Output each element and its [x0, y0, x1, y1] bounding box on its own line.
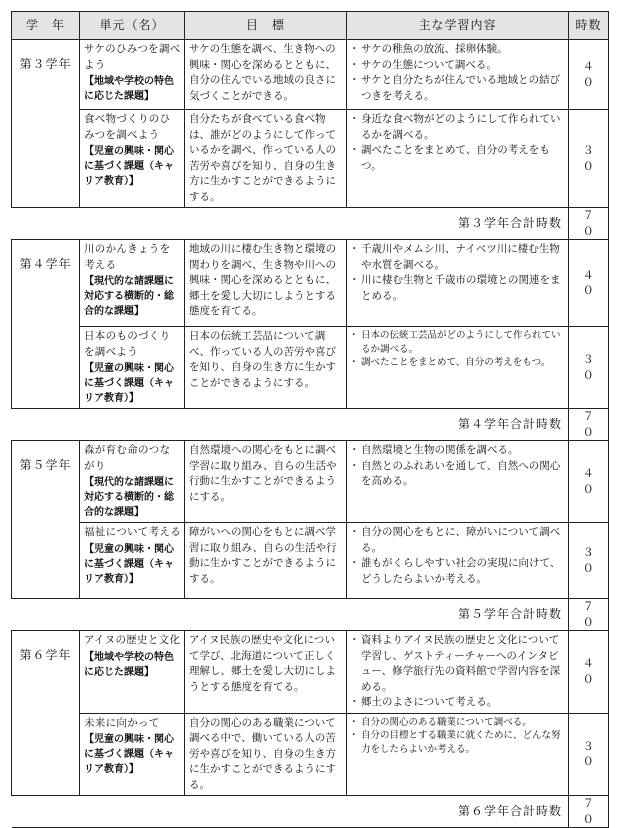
- unit-row: [12, 110, 609, 208]
- total-hours: ７０: [569, 208, 609, 240]
- unit-hours: ３０: [569, 713, 609, 796]
- unit-row: [12, 40, 609, 110]
- content-item: ・ 自分の関心をもとに、障がいについて調べる。: [351, 525, 565, 556]
- content-list: [351, 443, 565, 490]
- content-item: ・ 資料よりアイヌ民族の歴史と文化について学習し、ゲストティーチャーへのインタビュー、修学旅行先の資料館で学習内容を深める。: [351, 633, 565, 695]
- content-item: ・ 調べたことをまとめて、自分の考えをもつ。: [351, 143, 565, 174]
- unit-title: 未来に向かって: [84, 716, 160, 729]
- unit-tag: 【児童の興味・関心に基づく課題（キャリア教育）】: [84, 543, 174, 585]
- unit-tag: 【児童の興味・関心に基づく課題（キャリア教育）】: [84, 363, 174, 404]
- curriculum-table: [11, 11, 609, 828]
- content-item: ・ 身近な食べ物がどのようにして作られているかを調べる。: [351, 112, 565, 143]
- total-label: 第５学年合計時数: [12, 599, 569, 631]
- total-row: [12, 796, 609, 828]
- goal-cell: サケの生態を調べ、生き物への興味・関心を深めるとともに、自分の住んでいる地域の良さに気づくことができる。: [185, 40, 347, 110]
- content-cell: [347, 523, 569, 599]
- content-item: ・ 自分の目標とする職業に就くために、どんな努力をしたらよいか考える。: [351, 729, 565, 756]
- content-list: [351, 112, 565, 174]
- content-item: ・ サケと自分たちが住んでいる地域との結びつきを考える。: [351, 73, 565, 104]
- unit-row: [12, 441, 609, 523]
- unit-tag: 【現代的な諸課題に対応する横断的・総合的な課題】: [84, 276, 174, 317]
- total-hours: ７０: [569, 599, 609, 631]
- unit-hours: ４０: [569, 441, 609, 523]
- unit-title: アイヌの歴史と文化: [84, 634, 181, 646]
- unit-hours: ４０: [569, 240, 609, 327]
- unit-title: 日本のものづくりを調べよう: [84, 330, 171, 358]
- unit-tag: 【地域や学校の特色に応じた課題】: [84, 76, 174, 102]
- unit-cell: [80, 713, 185, 796]
- unit-cell: [80, 110, 185, 208]
- goal-cell: 自分の関心のある職業について調べる中で、働いている人の苦労や喜びを知り、自身の生き方に生かすことができるようにする。: [185, 713, 347, 796]
- header-grade: 学 年: [12, 12, 80, 40]
- content-cell: [347, 441, 569, 523]
- content-list: [351, 525, 565, 587]
- header-unit: 単元（名）: [80, 12, 185, 40]
- goal-cell: 自分たちが食べている食べ物は、誰がどのようにして作っているかを調べ、作っている人の苦労や喜びを知り、自身の生き方に生かすことができるようにする。: [185, 110, 347, 208]
- content-item: ・ 誰もがくらしやすい社会の実現に向けて、どうしたらよいか考える。: [351, 556, 565, 587]
- header-content: 主な学習内容: [347, 12, 569, 40]
- unit-hours: ３０: [569, 523, 609, 599]
- unit-title: 福祉について考える: [84, 526, 181, 538]
- grade-label: 第６学年: [12, 631, 80, 796]
- grade-label: 第５学年: [12, 441, 80, 599]
- goal-cell: アイヌ民族の歴史や文化について学び、北海道について正しく理解し、郷土を愛し大切にしようとする態度を育てる。: [185, 631, 347, 714]
- content-cell: [347, 713, 569, 796]
- unit-hours: ４０: [569, 40, 609, 110]
- unit-hours: ３０: [569, 110, 609, 208]
- content-cell: [347, 110, 569, 208]
- unit-cell: [80, 240, 185, 327]
- content-item: ・ 千歳川やメムシ川、ナイベツ川に棲む生物や水質を調べる。: [351, 242, 565, 273]
- content-item: ・ 自然とのふれあいを通して、自然への関心を高める。: [351, 459, 565, 490]
- unit-cell: [80, 40, 185, 110]
- content-list: [351, 42, 565, 104]
- content-cell: [347, 631, 569, 714]
- content-cell: [347, 40, 569, 110]
- total-hours: ７０: [569, 796, 609, 828]
- total-hours: ７０: [569, 409, 609, 441]
- content-item: ・ サケの生態について調べる。: [351, 58, 565, 74]
- header-hours: 時数: [569, 12, 609, 40]
- content-cell: [347, 327, 569, 409]
- content-list: [351, 329, 565, 370]
- total-row: [12, 409, 609, 441]
- unit-row: [12, 523, 609, 599]
- unit-title: 川のかんきょうを考える: [84, 243, 171, 271]
- unit-row: [12, 240, 609, 327]
- content-list: [351, 633, 565, 711]
- content-item: ・ 自分の関心のある職業について調べる。: [351, 716, 565, 730]
- unit-row: [12, 327, 609, 409]
- total-row: [12, 208, 609, 240]
- goal-cell: 地域の川に棲む生き物と環境の関わりを調べ、生き物や川への興味・関心を深めるとともに、郷土を愛し大切にしようとする態度を育てる。: [185, 240, 347, 327]
- unit-cell: [80, 441, 185, 523]
- content-item: ・ 調べたことをまとめて、自分の考えをもつ。: [351, 356, 565, 370]
- header-row: [12, 12, 609, 40]
- grade-label: 第３学年: [12, 40, 80, 208]
- total-label: 第６学年合計時数: [12, 796, 569, 828]
- unit-cell: [80, 327, 185, 409]
- content-item: ・ 日本の伝統工芸品がどのようにして作られているか調べる。: [351, 329, 565, 356]
- content-item: ・ 川に棲む生物と千歳市の環境との関連をまとめる。: [351, 273, 565, 304]
- goal-cell: 日本の伝統工芸品について調べ、作っている人の苦労や喜びを知り、自身の生き方に生かすことができるようにする。: [185, 327, 347, 409]
- total-label: 第４学年合計時数: [12, 409, 569, 441]
- content-item: ・ 自然環境と生物の関係を調べる。: [351, 443, 565, 459]
- unit-title: 食べ物づくりのひみつを調べよう: [84, 113, 171, 141]
- unit-tag: 【地域や学校の特色に応じた課題】: [84, 651, 174, 678]
- content-list: [351, 242, 565, 304]
- goal-cell: 障がいへの関心をもとに調べ学習に取り組み、自らの生活や行動に生かすことができるようにする。: [185, 523, 347, 599]
- content-cell: [347, 240, 569, 327]
- unit-title: サケのひみつを調べよう: [84, 43, 181, 71]
- unit-tag: 【児童の興味・関心に基づく課題（キャリア教育）】: [84, 146, 174, 187]
- total-row: [12, 599, 609, 631]
- grade-label: 第４学年: [12, 240, 80, 409]
- unit-row: [12, 713, 609, 796]
- unit-row: [12, 631, 609, 714]
- total-label: 第３学年合計時数: [12, 208, 569, 240]
- content-list: [351, 716, 565, 757]
- unit-title: 森が育む命のつながり: [84, 444, 171, 472]
- unit-tag: 【児童の興味・関心に基づく課題（キャリア教育）】: [84, 734, 174, 775]
- goal-cell: 自然環境への関心をもとに調べ学習に取り組み、自らの生活や行動に生かすことができるようにする。: [185, 441, 347, 523]
- unit-hours: ４０: [569, 631, 609, 714]
- header-goal: 目 標: [185, 12, 347, 40]
- unit-hours: ３０: [569, 327, 609, 409]
- content-item: ・ 郷土のよさについて考える。: [351, 695, 565, 711]
- unit-tag: 【現代的な諸課題に対応する横断的・総合的な課題】: [84, 477, 174, 518]
- unit-cell: [80, 523, 185, 599]
- content-item: ・ サケの稚魚の放流、採卵体験。: [351, 42, 565, 58]
- unit-cell: [80, 631, 185, 714]
